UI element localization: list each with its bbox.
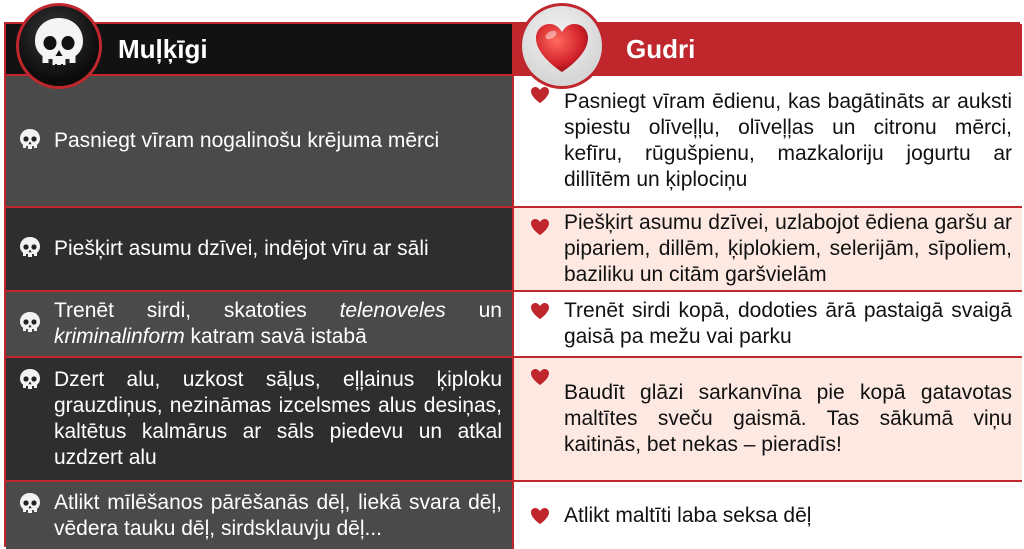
heart-icon — [526, 507, 554, 525]
foolish-text-4: Dzert alu, uzkost sāļus, eļļainus ķiploku grauzdiņus, nezināmas izcelsmes alus desiņas, kaltētus kalmārus ar sāls piedevu un atkal uzdzert alu — [54, 368, 502, 469]
wise-text-4: Baudīt glāzi sarkanvīna pie kopā gatavotas maltītes sveču gaismā. Tas sākumā viņu kaitinās, bet nekas – pieradīs! — [564, 381, 1012, 456]
heart-badge-icon — [519, 3, 605, 89]
foolish-text-3c: un — [445, 299, 502, 322]
foolish-cell-4 — [6, 356, 514, 480]
foolish-cell-1 — [6, 74, 514, 206]
heart-icon — [526, 368, 554, 386]
foolish-text-3e: katram savā istabā — [184, 325, 367, 348]
heart-icon — [526, 302, 554, 320]
wise-cell-3 — [514, 290, 1022, 356]
wise-cell-4 — [514, 356, 1022, 480]
wise-text-5: Atlikt maltīti laba seksa dēļ — [564, 503, 812, 527]
skull-icon — [16, 368, 44, 394]
skull-icon — [16, 236, 44, 262]
foolish-cell-2 — [6, 206, 514, 290]
wise-cell-1 — [514, 74, 1022, 206]
heart-icon — [526, 218, 554, 236]
foolish-text-1: Pasniegt vīram nogalinošu krējuma mērci — [54, 129, 440, 152]
foolish-text-3d: kriminalinform — [54, 325, 185, 348]
wise-text-3: Trenēt sirdi kopā, dodoties ārā pastaigā svaigā gaisā pa mežu vai parku — [564, 299, 1012, 348]
skull-badge-icon — [16, 3, 102, 89]
foolish-text-2: Piešķirt asumu dzīvei, indējot vīru ar sāli — [54, 237, 429, 260]
foolish-cell-3 — [6, 290, 514, 356]
wise-text-2: Piešķirt asumu dzīvei, uzlabojot ēdiena garšu ar pipariem, dillēm, ķiplokiem, selerijām, sīpoliem, baziliku un citām garšvielām — [564, 211, 1012, 286]
foolish-text-3a: Trenēt sirdi, skatoties — [54, 299, 340, 322]
skull-icon — [16, 128, 44, 154]
foolish-cell-5 — [6, 480, 514, 549]
wise-cell-2 — [514, 206, 1022, 290]
header-foolish-title: Muļķīgi — [118, 33, 208, 64]
heart-icon — [526, 86, 554, 104]
comparison-table — [4, 22, 1020, 547]
foolish-text-3 — [54, 298, 502, 350]
wise-cell-5 — [514, 480, 1022, 549]
foolish-text-3b: telenoveles — [339, 299, 446, 322]
skull-icon — [16, 311, 44, 337]
wise-text-1: Pasniegt vīram ēdienu, kas bagātināts ar auksti spiestu olīveļļu, olīveļļas un citronu mērci, kefīru, rūgušpienu, mazkaloriju jogurtu ar dillītēm un ķiplociņu — [564, 90, 1012, 191]
skull-icon — [16, 492, 44, 518]
header-wise-title: Gudri — [626, 33, 696, 64]
foolish-text-5: Atlikt mīlēšanos pārēšanās dēļ, liekā svara dēļ, vēdera tauku dēļ, sirdsklauvju dēļ... — [54, 490, 502, 540]
